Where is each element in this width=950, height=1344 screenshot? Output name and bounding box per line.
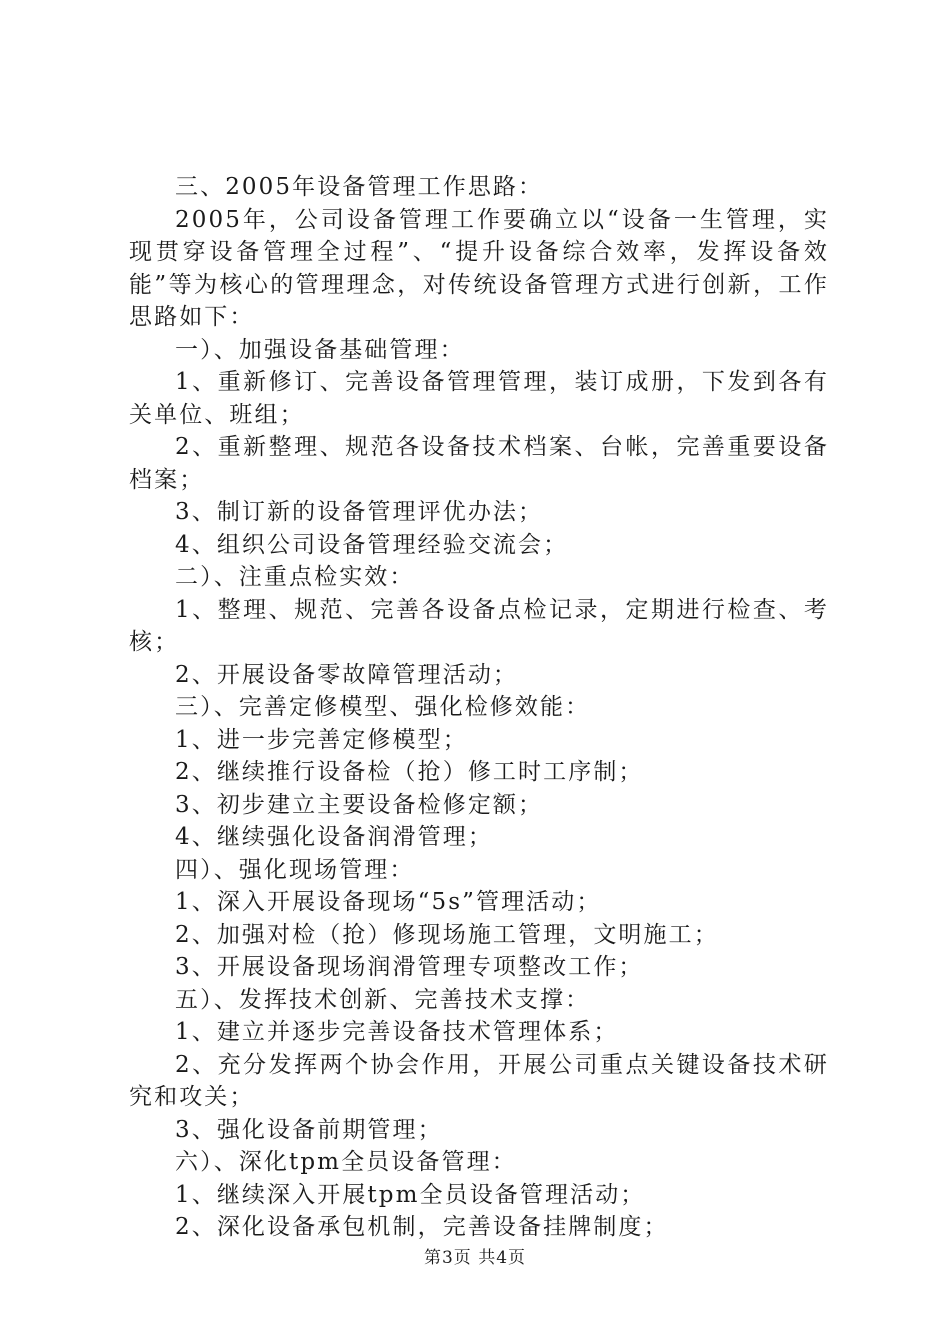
list-item: 2、加强对检（抢）修现场施工管理，文明施工； xyxy=(175,921,719,948)
subsection-heading-2: 二）、注重点检实效： xyxy=(175,564,415,590)
list-item: 1、建立并逐步完善设备技术管理体系； xyxy=(175,1019,619,1045)
list-item: 3、制订新的设备管理评优办法； xyxy=(175,499,544,525)
list-item: 2、深化设备承包机制，完善设备挂牌制度； xyxy=(175,1214,669,1240)
document-body xyxy=(129,171,829,1244)
list-item: 2、充分发挥两个协会作用，开展公司重点关键设备技术研究和攻关； xyxy=(129,1051,829,1110)
subsection-heading-6: 六）、深化tpm全员设备管理： xyxy=(175,1149,517,1175)
list-item: 3、初步建立主要设备检修定额； xyxy=(175,791,544,818)
list-item: 2、开展设备零故障管理活动； xyxy=(175,661,519,688)
list-item: 3、开展设备现场润滑管理专项整改工作； xyxy=(175,954,644,980)
intro-paragraph: 2005年，公司设备管理工作要确立以“设备一生管理，实现贯穿设备管理全过程”、“提升设备综合效率，发挥设备效能”等为核心的管理理念，对传统设备管理方式进行创新，工作思路如下： xyxy=(129,206,829,330)
section-heading-3: 三、2005年设备管理工作思路： xyxy=(175,174,544,200)
list-item: 1、继续深入开展tpm全员设备管理活动； xyxy=(175,1181,646,1208)
list-item: 1、进一步完善定修模型； xyxy=(175,726,468,753)
list-item: 2、重新整理、规范各设备技术档案、台帐，完善重要设备档案； xyxy=(129,434,829,493)
list-item: 4、继续强化设备润滑管理； xyxy=(175,824,493,850)
page-footer: 第3页 共4页 xyxy=(423,1248,527,1268)
list-item: 3、强化设备前期管理； xyxy=(175,1116,443,1143)
list-item: 1、重新修订、完善设备管理管理，装订成册，下发到各有关单位、班组； xyxy=(129,369,829,428)
subsection-heading-5: 五）、发挥技术创新、完善技术支撑： xyxy=(175,986,591,1013)
list-item: 1、整理、规范、完善各设备点检记录，定期进行检查、考核； xyxy=(129,596,829,655)
subsection-heading-4: 四）、强化现场管理： xyxy=(175,856,415,883)
list-item: 2、继续推行设备检（抢）修工时工序制； xyxy=(175,759,644,785)
subsection-heading-3: 三）、完善定修模型、强化检修效能： xyxy=(175,694,591,720)
list-item: 1、深入开展设备现场“5s”管理活动； xyxy=(175,889,602,915)
subsection-heading-1: 一）、加强设备基础管理： xyxy=(175,336,465,363)
list-item: 4、组织公司设备管理经验交流会； xyxy=(175,531,569,558)
